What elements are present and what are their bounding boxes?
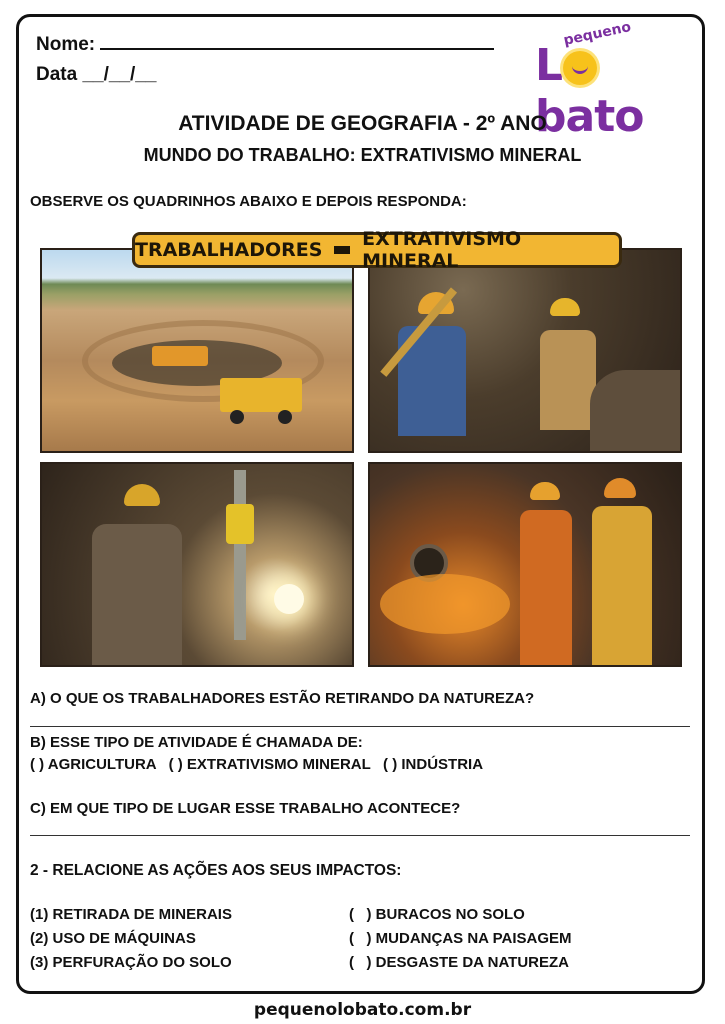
helmet-icon — [550, 298, 580, 316]
question-b-options[interactable]: ( ) AGRICULTURA ( ) EXTRATIVISMO MINERAL ( ) INDÚSTRIA — [30, 756, 484, 773]
miner-tan-figure — [540, 330, 596, 430]
answer-line-c[interactable] — [30, 835, 690, 836]
excavator-icon — [152, 346, 208, 366]
tunnel-light-icon — [274, 584, 304, 614]
name-line — [100, 32, 494, 50]
drill-motor-icon — [226, 504, 254, 544]
question-c: C) EM QUE TIPO DE LUGAR ESSE TRABALHO ACONTECE? — [30, 800, 461, 817]
date-field[interactable]: Data __/__/__ — [36, 64, 157, 85]
comic-strip — [40, 228, 684, 668]
helmet-icon — [124, 484, 160, 506]
logo-letter-l: L — [535, 40, 563, 91]
truck-wheel-icon — [278, 410, 292, 424]
banner-right-text: EXTRATIVISMO MINERAL — [362, 228, 522, 272]
panel-miners-in-tunnel — [368, 462, 682, 667]
page-title: ATIVIDADE DE GEOGRAFIA - 2º ANO — [178, 112, 547, 135]
miner-yellow-figure — [592, 506, 652, 667]
banner-left-text: TRABALHADORES — [135, 239, 323, 261]
miner-figure — [92, 524, 182, 667]
impact-item-2[interactable]: ( ) MUDANÇAS NA PAISAGEM — [349, 930, 572, 947]
helmet-icon — [604, 478, 636, 498]
helmet-icon — [530, 482, 560, 500]
action-item-1: (1) RETIRADA DE MINERAIS — [30, 906, 232, 923]
dump-truck-icon — [220, 378, 302, 412]
impact-item-1[interactable]: ( ) BURACOS NO SOLO — [349, 906, 525, 923]
comic-banner — [132, 228, 622, 272]
drill-rig-icon — [234, 470, 246, 640]
action-item-2: (2) USO DE MÁQUINAS — [30, 930, 196, 947]
rock-pile — [590, 370, 680, 453]
logo-letters-bato: bato — [535, 91, 644, 142]
action-item-3: (3) PERFURAÇÃO DO SOLO — [30, 954, 232, 971]
question-a: A) O QUE OS TRABALHADORES ESTÃO RETIRANDO DA NATUREZA? — [30, 690, 535, 707]
name-field[interactable] — [36, 32, 494, 56]
miner-orange-figure — [520, 510, 572, 667]
panel-drilling-tunnel — [40, 462, 354, 667]
truck-wheel-icon — [230, 410, 244, 424]
answer-line-a[interactable] — [30, 726, 690, 727]
pequeno-lobato-logo — [535, 19, 705, 142]
name-label: Nome: — [36, 34, 96, 55]
orange-flow — [380, 574, 510, 634]
sun-icon — [563, 51, 597, 85]
panel-miners-with-pickaxe — [368, 248, 682, 453]
logo-small-text: pequeno — [562, 19, 633, 49]
panel-open-pit-mine — [40, 248, 354, 453]
question-b: B) ESSE TIPO DE ATIVIDADE É CHAMADA DE: — [30, 734, 363, 751]
page-subtitle: MUNDO DO TRABALHO: EXTRATIVISMO MINERAL — [143, 145, 582, 165]
banner-dash — [334, 246, 350, 254]
section-2-title: 2 - RELACIONE AS AÇÕES AOS SEUS IMPACTOS: — [30, 862, 402, 879]
instruction-text: OBSERVE OS QUADRINHOS ABAIXO E DEPOIS RESPONDA: — [30, 193, 467, 210]
impact-item-3[interactable]: ( ) DESGASTE DA NATUREZA — [349, 954, 569, 971]
footer-url[interactable]: pequenolobato.com.br — [253, 1000, 472, 1020]
